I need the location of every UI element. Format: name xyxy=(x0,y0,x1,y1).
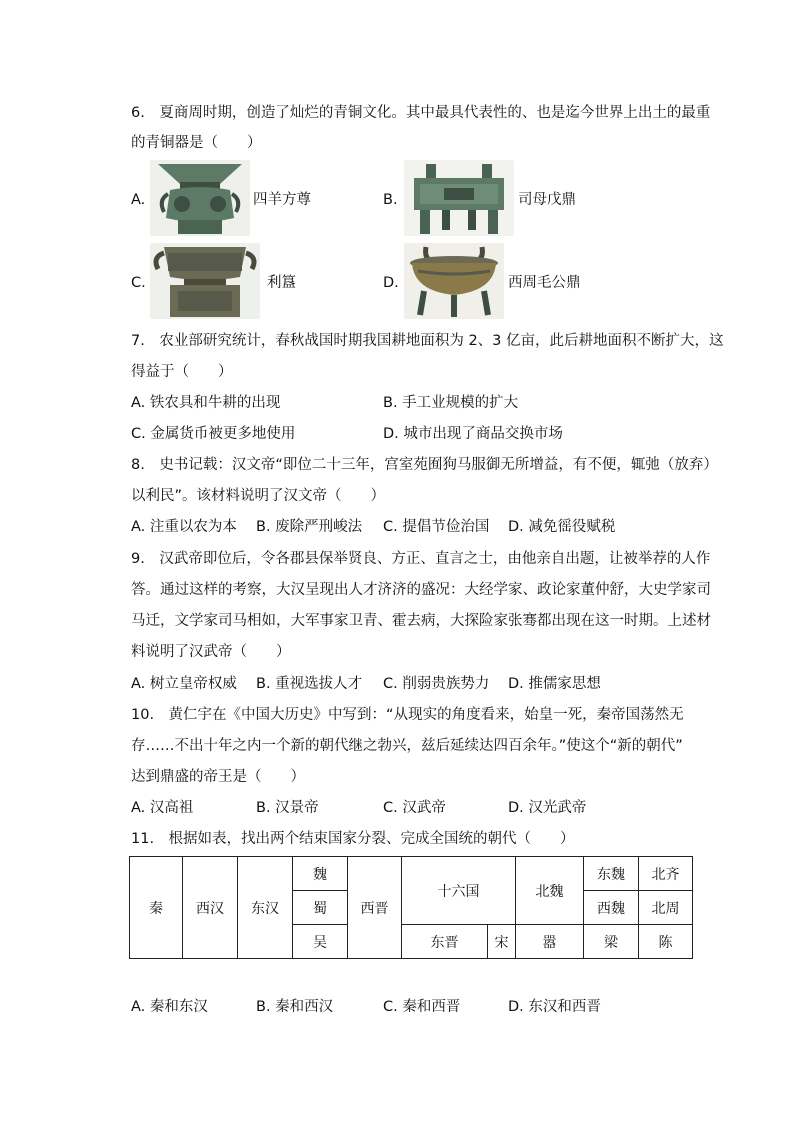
q6-option-a-letter: A. xyxy=(131,192,146,208)
cell-xijin: 西晋 xyxy=(348,857,402,959)
simuwu-ding-image xyxy=(404,160,514,236)
q10-option-b: B. 汉景帝 xyxy=(256,800,319,816)
q6-stem-line2: 的青铜器是（ ） xyxy=(131,135,262,151)
q9-option-b: B. 重视选拔人才 xyxy=(256,676,363,692)
q8-option-b: B. 废除严刑峻法 xyxy=(256,519,363,535)
four-goat-zun-image xyxy=(150,160,250,236)
q6-option-b-text: 司母戊鼎 xyxy=(518,192,576,208)
q11-option-a: A. 秦和东汉 xyxy=(131,999,208,1015)
cell-beiqi: 北齐 xyxy=(639,857,693,891)
q9-option-c: C. 削弱贵族势力 xyxy=(383,676,490,692)
q9-stem-line1: 9. 汉武帝即位后，令各郡县保举贤良、方正、直言之士，由他亲自出题，让被举荐的人作 xyxy=(131,551,711,567)
q8-stem-line1: 8. 史书记载：汉文帝“即位二十三年，宫室苑囿狗马服御无所增益，有不便，辄弛（放弃） xyxy=(131,457,718,473)
cell-dongwei: 东魏 xyxy=(584,857,639,891)
q11-stem-line1: 11. 根据如表，找出两个结束国家分裂、完成全国统的朝代（ ） xyxy=(131,831,575,847)
q7-stem-line1: 7. 农业部研究统计，春秋战国时期我国耕地面积为 2、3 亿亩，此后耕地面积不断扩大，这 xyxy=(131,333,724,349)
q11-option-b: B. 秦和西汉 xyxy=(256,999,334,1015)
q8-stem-line2: 以利民”。该材料说明了汉文帝（ ） xyxy=(131,488,386,504)
q10-stem-line2: 存……不出十年之内一个新的朝代继之勃兴，兹后延续达四百余年。”使这个“新的朝代” xyxy=(131,738,683,754)
q6-option-d-letter: D. xyxy=(383,275,399,291)
q10-option-c: C. 汉武帝 xyxy=(383,800,446,816)
q7-option-b: B. 手工业规模的扩大 xyxy=(383,395,519,411)
q7-stem-line2: 得益于（ ） xyxy=(131,364,233,380)
cell-wu: 吴 xyxy=(293,925,348,959)
li-gui-image xyxy=(150,243,260,319)
cell-donghan: 东汉 xyxy=(238,857,293,959)
q9-option-a: A. 树立皇帝权威 xyxy=(131,676,237,692)
q7-option-c: C. 金属货币被更多地使用 xyxy=(131,426,296,442)
cell-beiwei: 北魏 xyxy=(516,857,584,925)
q9-stem-line4: 料说明了汉武帝（ ） xyxy=(131,644,291,660)
q8-option-a: A. 注重以农为本 xyxy=(131,519,237,535)
q6-stem-line1: 6. 夏商周时期，创造了灿烂的青铜文化。其中最具代表性的、也是迄今世界上出土的最重 xyxy=(131,105,711,121)
q6-option-d-text: 西周毛公鼎 xyxy=(508,275,581,291)
q6-option-c-letter: C. xyxy=(131,275,146,291)
q7-option-a: A. 铁农具和牛耕的出现 xyxy=(131,395,281,411)
q8-option-c: C. 提倡节俭治国 xyxy=(383,519,490,535)
dynasty-table xyxy=(129,856,693,959)
q10-option-d: D. 汉光武帝 xyxy=(508,800,587,816)
q11-option-d: D. 东汉和西晋 xyxy=(508,999,601,1015)
q11-option-c: C. 秦和西晋 xyxy=(383,999,461,1015)
cell-shiliuguo: 十六国 xyxy=(402,857,516,925)
q6-option-b-letter: B. xyxy=(383,192,398,208)
cell-song: 宋 xyxy=(488,925,516,959)
q10-stem-line1: 10. 黄仁宇在《中国大历史》中写到：“从现实的角度看来，始皇一死，秦帝国荡然无 xyxy=(131,707,684,723)
cell-wei: 魏 xyxy=(293,857,348,891)
q10-stem-line3: 达到鼎盛的帝王是（ ） xyxy=(131,769,305,785)
q6-option-c-text: 利簋 xyxy=(267,275,296,291)
maogong-ding-image xyxy=(404,243,504,319)
q9-option-d: D. 推儒家思想 xyxy=(508,676,601,692)
cell-chen: 陈 xyxy=(639,925,693,959)
q9-stem-line2: 答。通过这样的考察，大汉呈现出人才济济的盛况：大经学家、政论家董仲舒，大史学家司 xyxy=(131,582,711,598)
cell-xiwei: 西魏 xyxy=(584,891,639,925)
cell-beizhou: 北周 xyxy=(639,891,693,925)
cell-qin: 秦 xyxy=(130,857,183,959)
q9-stem-line3: 马迁，文学家司马相如，大军事家卫青、霍去病，大探险家张骞都出现在这一时期。上述材 xyxy=(131,613,711,629)
q10-option-a: A. 汉高祖 xyxy=(131,800,194,816)
cell-qi: 嚣 xyxy=(516,925,584,959)
cell-shu: 蜀 xyxy=(293,891,348,925)
cell-dongjin: 东晋 xyxy=(402,925,488,959)
q8-option-d: D. 减免徭役赋税 xyxy=(508,519,616,535)
cell-xihan: 西汉 xyxy=(183,857,238,959)
q6-option-a-text: 四羊方尊 xyxy=(253,192,311,208)
cell-liang: 梁 xyxy=(584,925,639,959)
q7-option-d: D. 城市出现了商品交换市场 xyxy=(383,426,563,442)
